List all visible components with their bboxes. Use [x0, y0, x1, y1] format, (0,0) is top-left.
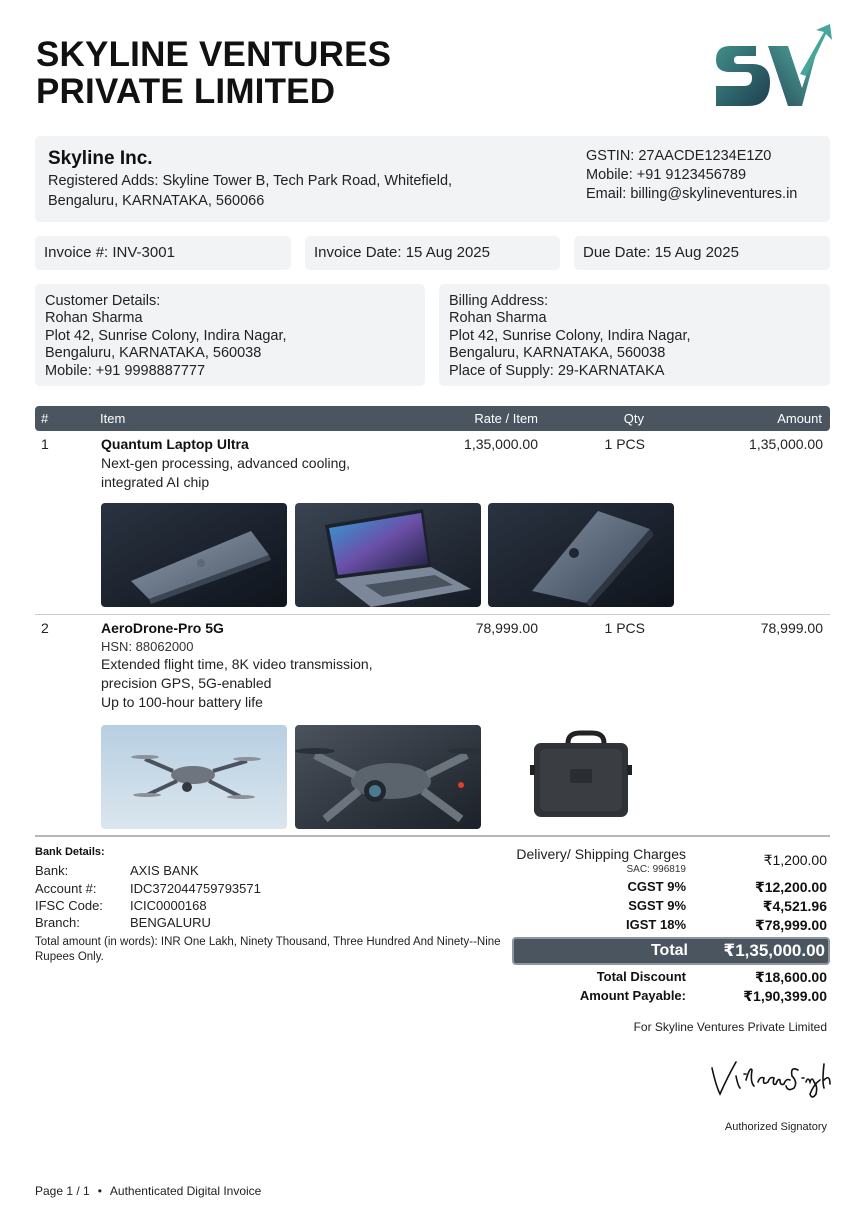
seller-address-line1: Registered Adds: Skyline Tower B, Tech Park Road, Whitefield, [48, 173, 453, 189]
bank-name-row [35, 863, 199, 878]
item-title: AeroDrone-Pro 5G [101, 620, 224, 636]
sv-arrow-logo-icon [712, 24, 834, 110]
igst-label: IGST 18% [626, 917, 686, 932]
laptop-closed-photo [101, 503, 287, 607]
item-title: Quantum Laptop Ultra [101, 436, 249, 452]
discount-label: Total Discount [596, 969, 686, 984]
item-index: 1 [41, 436, 49, 452]
item-desc-line: integrated AI chip [101, 474, 210, 490]
shipping-label: Delivery/ Shipping Charges [516, 846, 686, 862]
ifsc-label: IFSC Code: [35, 898, 103, 913]
items-table-header [35, 406, 830, 431]
billing-address-line2: Bengaluru, KARNATAKA, 560038 [449, 345, 666, 362]
item-desc-line: Extended flight time, 8K video transmission, [101, 656, 373, 672]
customer-details-box [35, 284, 425, 386]
billing-heading: Billing Address: [449, 293, 549, 309]
igst-value: ₹78,999.00 [754, 917, 827, 933]
billing-address-box [439, 284, 830, 386]
item-qty: 1 PCS [604, 436, 645, 452]
bank-value: AXIS BANK [130, 863, 199, 878]
table-bottom-divider [35, 835, 830, 837]
seller-details-box [35, 136, 830, 222]
customer-mobile: Mobile: +91 9998887777 [45, 362, 206, 379]
sgst-label: SGST 9% [628, 898, 686, 913]
bank-details-heading: Bank Details: [35, 846, 105, 858]
invoice-date: Invoice Date: 15 Aug 2025 [305, 236, 560, 270]
page-number: Page 1 / 1 [35, 1184, 90, 1198]
item-description [101, 655, 373, 712]
sgst-value: ₹4,521.96 [762, 898, 827, 914]
row-divider [35, 614, 830, 615]
laptop-open-photo [295, 503, 481, 607]
drone-closeup-photo [295, 725, 481, 829]
col-header-qty: Qty [623, 411, 644, 426]
total-bar [512, 937, 830, 965]
billing-name: Rohan Sharma [449, 310, 547, 327]
discount-value: ₹18,600.00 [754, 969, 827, 985]
drone-flying-photo [101, 725, 287, 829]
seller-gstin: GSTIN: 27AACDE1234E1Z0 [586, 148, 772, 164]
seller-mobile: Mobile: +91 9123456789 [586, 167, 747, 183]
payable-value: ₹1,90,399.00 [743, 988, 827, 1004]
item-hsn: HSN: 88062000 [101, 639, 194, 654]
footer-note: Authenticated Digital Invoice [109, 1184, 262, 1198]
account-row [35, 881, 261, 896]
seller-contact [586, 147, 797, 204]
item-rate: 78,999.00 [475, 620, 538, 636]
cgst-value: ₹12,200.00 [754, 879, 827, 895]
company-name-line1: SKYLINE VENTURES [36, 35, 392, 74]
company-name-line2: PRIVATE LIMITED [36, 72, 336, 111]
item-rate: 1,35,000.00 [464, 436, 538, 452]
item-qty: 1 PCS [604, 620, 645, 636]
item-description [101, 454, 350, 492]
company-name [36, 36, 391, 110]
authorized-signatory: Authorized Signatory [724, 1121, 827, 1133]
total-value: ₹1,35,000.00 [723, 941, 825, 960]
branch-row [35, 915, 211, 930]
item-amount: 1,35,000.00 [749, 436, 823, 452]
item-index: 2 [41, 620, 49, 636]
item-desc-line: Next-gen processing, advanced cooling, [101, 455, 351, 471]
account-value: IDC372044759793571 [130, 881, 261, 896]
item-desc-line: Up to 100-hour battery life [101, 694, 263, 710]
ifsc-value: ICIC0000168 [130, 898, 207, 913]
seller-name: Skyline Inc. [48, 148, 153, 169]
branch-label: Branch: [35, 915, 80, 930]
payable-label: Amount Payable: [579, 988, 686, 1003]
drone-case-photo [488, 725, 674, 829]
signature-image [706, 1056, 836, 1100]
sac-code: SAC: 996819 [626, 864, 686, 875]
place-of-supply: Place of Supply: 29-KARNATAKA [449, 362, 665, 379]
seller-email: Email: billing@skylineventures.in [586, 186, 798, 202]
account-label: Account #: [35, 881, 97, 896]
billing-address-line1: Plot 42, Sunrise Colony, Indira Nagar, [449, 327, 691, 344]
seller-address-line2: Bengaluru, KARNATAKA, 560066 [48, 193, 265, 209]
customer-address-line2: Bengaluru, KARNATAKA, 560038 [45, 345, 262, 362]
invoice-number: Invoice #: INV-3001 [35, 236, 291, 270]
amount-in-words: Total amount (in words): INR One Lakh, Ninety Thousand, Three Hundred And Ninety--Nine Rupees Only. [35, 936, 501, 963]
for-company: For Skyline Ventures Private Limited [633, 1020, 827, 1034]
col-header-item: Item [100, 411, 126, 426]
shipping-value: ₹1,200.00 [763, 852, 827, 868]
col-header-rate: Rate / Item [474, 411, 538, 426]
laptop-lid-photo [488, 503, 674, 607]
item-amount: 78,999.00 [760, 620, 823, 636]
due-date: Due Date: 15 Aug 2025 [574, 236, 830, 270]
bank-label: Bank: [35, 863, 69, 878]
col-header-amount: Amount [777, 411, 822, 426]
page-footer [35, 1184, 261, 1198]
branch-value: BENGALURU [130, 915, 211, 930]
col-header-index: # [41, 411, 49, 426]
item-desc-line: precision GPS, 5G-enabled [101, 675, 272, 691]
cgst-label: CGST 9% [627, 879, 686, 894]
customer-address-line1: Plot 42, Sunrise Colony, Indira Nagar, [45, 327, 287, 344]
customer-heading: Customer Details: [45, 293, 161, 309]
total-label: Total [650, 942, 688, 959]
customer-name: Rohan Sharma [45, 310, 143, 327]
seller-address [48, 171, 488, 211]
separator-dot: • [97, 1184, 102, 1198]
ifsc-row [35, 898, 207, 913]
